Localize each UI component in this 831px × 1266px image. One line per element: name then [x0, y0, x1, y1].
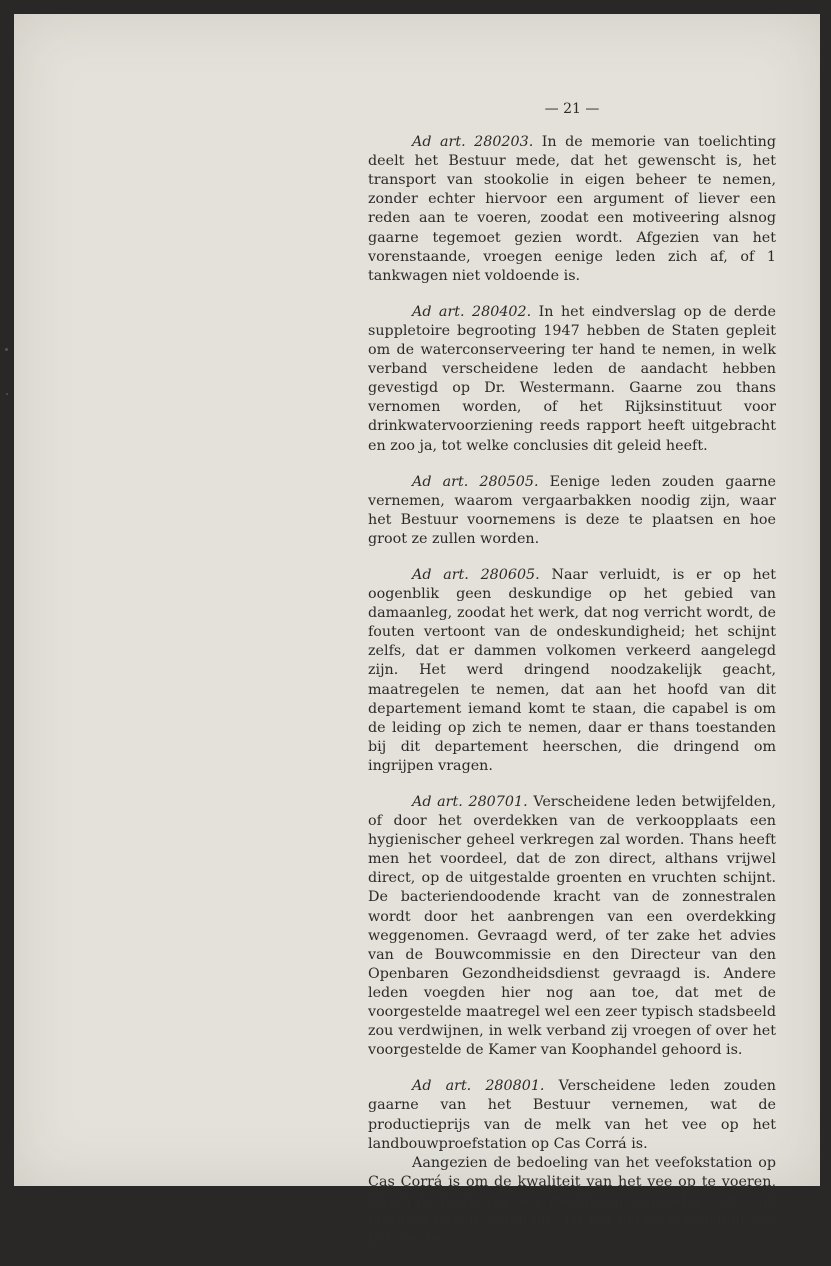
- page-number: — 21 —: [544, 101, 600, 117]
- margin-mark: [6, 393, 8, 395]
- paragraph-text: In het eindverslag op de derde suppletoire begrooting 1947 hebben de Staten gepleit om de waterconserveering ter hand te nemen, in welk verband verscheidene leden de aandacht hebben gevestigd op Dr. Westermann. Gaarne zou thans vernomen worden, of het Rijksinstituut voor drinkwatervoorziening reeds rapport heeft uitgebracht en zoo ja, tot welke conclusies dit geleid heeft.: [368, 303, 776, 454]
- paragraph-280801: [368, 1077, 776, 1153]
- paragraph-280203: [368, 133, 776, 286]
- paragraph-text: Naar verluidt, is er op het oogenblik geen deskundige op het gebied van damaanleg, zoodat het werk, dat nog verricht wordt, de fouten vertoont van de ondeskundigheid; het schijnt zelfs, dat er dammen volkomen verkeerd aangelegd zijn. Het werd dringend noodzakelijk geacht, maatregelen te nemen, dat aan het hoofd van dit departement iemand komt te staan, die capabel is om de leiding op zich te nemen, daar er thans toestanden bij dit departement heerschen, die dringend om ingrijpen vragen.: [368, 566, 776, 774]
- paragraph-text: Eenige leden zouden gaarne vernemen, waarom vergaarbakken noodig zijn, waar het Bestuur voornemens is deze te plaatsen en hoe groot ze zullen worden.: [368, 473, 777, 547]
- article-reference: Ad art. 280505.: [412, 473, 539, 490]
- text-column: [368, 100, 776, 1266]
- article-reference: Ad art. 280701.: [412, 794, 528, 810]
- paragraph-280402: [368, 303, 776, 456]
- margin-mark: [5, 348, 8, 351]
- paragraph-continuation: Aangezien de bedoeling van het veefokstation op Cas Corrá is om de kwaliteit van het vee op te voeren, kwam de bouw van een melkhuisje onnoodig voor. Ook merkten enkele leden op, dat het om de veredeling van het vee te: [368, 1154, 776, 1248]
- document-page: [14, 14, 820, 1248]
- paragraph-280701: [368, 793, 776, 1060]
- article-reference: Ad art. 280402.: [412, 303, 532, 320]
- article-reference: Ad art. 280605.: [412, 566, 540, 583]
- paragraph-280505: [368, 473, 776, 549]
- paragraph-text: In de memorie van toelichting deelt het Bestuur mede, dat het gewenscht is, het transport van stookolie in eigen beheer te nemen, zonder echter hiervoor een argument of liever een reden aan te voeren, zoodat een motiveering alsnog gaarne tegemoet gezien wordt. Afgezien van het vorenstaande, vroegen eenige leden zich af, of 1 tankwagen niet voldoende is.: [368, 134, 776, 284]
- paragraph-text: Verscheidene leden zouden gaarne van het Bestuur vernemen, wat de productieprijs van de melk van het vee op het landbouwproefstation op Cas Corrá is.: [368, 1078, 776, 1152]
- paragraph-text: Verscheidene leden betwijfelden, of door het overdekken van de verkoopplaats een hygienischer geheel verkregen zal worden. Thans heeft men het voordeel, dat de zon direct, althans vrijwel direct, op de uitgestalde groenten en vruchten schijnt. De bacteriendoodende kracht van de zonnestralen wordt door het aanbrengen van een overdekking weggenomen. Gevraagd werd, of ter zake het advies van de Bouwcommissie en den Directeur van den Openbaren Gezondheidsdienst gevraagd is. Andere leden voegden hier nog aan toe, dat met de voorgestelde maatregel wel een zeer typisch stadsbeeld zou verdwijnen, in welk verband zij vroegen of over het voorgestelde de Kamer van Koophandel gehoord is.: [368, 794, 776, 1059]
- article-reference: Ad art. 280203.: [412, 134, 534, 151]
- paragraph-280605: [368, 566, 776, 776]
- article-reference: Ad art. 280801.: [412, 1078, 545, 1095]
